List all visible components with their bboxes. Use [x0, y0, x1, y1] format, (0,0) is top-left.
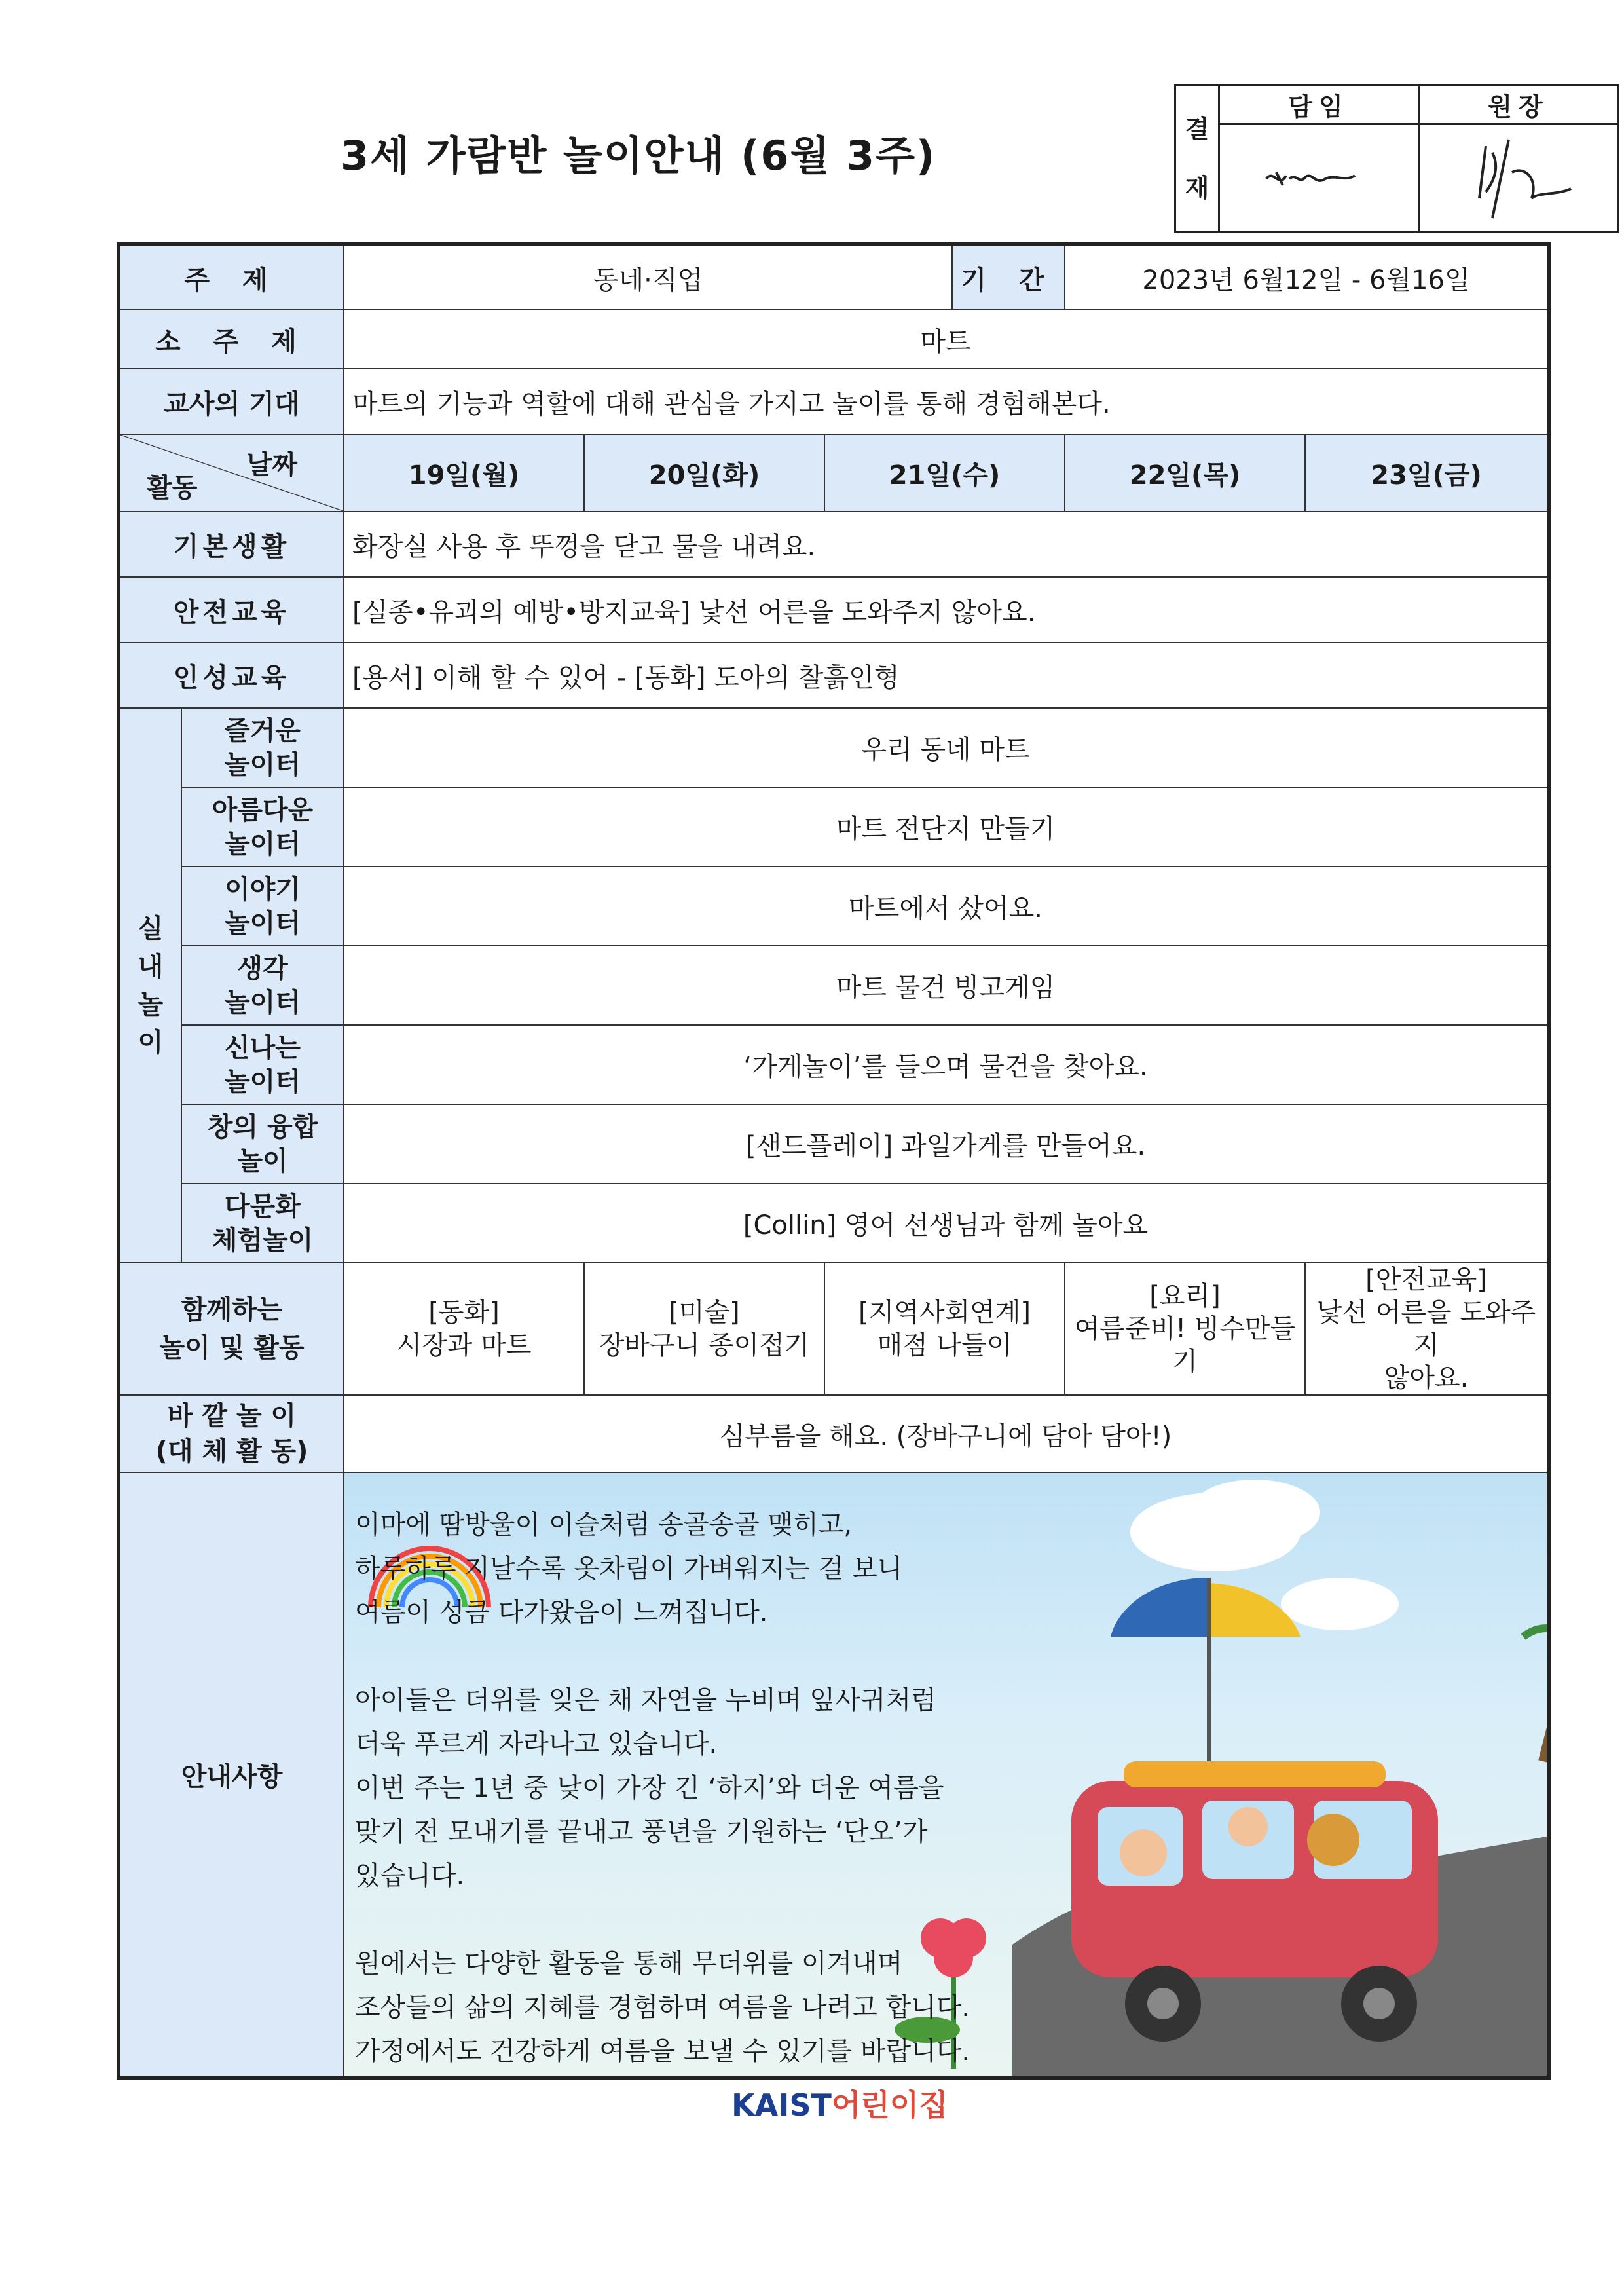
day-monday: 19일(월): [344, 434, 584, 512]
safety-row: [119, 577, 1549, 643]
subtheme-label: 소 주 제: [119, 310, 344, 369]
outdoor-value: 심부름을 해요. (장바구니에 담아 담아!): [344, 1395, 1549, 1472]
row-label-line2: 놀이: [237, 1146, 288, 1176]
notice-line: 하루하루 지날수록 옷차림이 가벼워지는 걸 보니: [355, 1554, 903, 1584]
indoor-row-5: [119, 1025, 1549, 1104]
together-label-line1: 함께하는: [181, 1295, 283, 1325]
notice-row: [119, 1472, 1549, 2078]
notice-line: 있습니다.: [355, 1861, 465, 1891]
notice-line: [355, 1898, 970, 1942]
indoor-row-2: [119, 787, 1549, 867]
indoor-char-1: 실: [138, 913, 164, 944]
notice-line: 이마에 땀방울이 이슬처럼 송골송골 맺히고,: [355, 1510, 853, 1540]
together-label: [119, 1263, 344, 1395]
indoor-row-value: 마트 전단지 만들기: [344, 787, 1549, 867]
notice-line: 조상들의 삶의 지혜를 경험하며 여름을 나려고 합니다.: [355, 1992, 970, 2023]
indoor-row-value: ‘가게놀이’를 들으며 물건을 찾아요.: [344, 1025, 1549, 1104]
safety-label: 안전교육: [119, 577, 344, 643]
indoor-row-label: [181, 708, 344, 787]
character-value: [용서] 이해 할 수 있어 - [동화] 도아의 찰흙인형: [344, 643, 1549, 708]
notice-content: [344, 1472, 1549, 2078]
together-item-wednesday: [824, 1263, 1065, 1395]
item-title: 장바구니 종이접기: [599, 1330, 810, 1360]
indoor-row-value: 우리 동네 마트: [344, 708, 1549, 787]
theme-label: 주 제: [119, 244, 344, 310]
item-category: [지역사회연계]: [858, 1297, 1031, 1328]
director-signature: [1419, 124, 1619, 233]
director-signature-mark: [1447, 126, 1591, 225]
basic-life-label: 기본생활: [119, 512, 344, 577]
notice-line: 맞기 전 모내기를 끝내고 풍년을 기원하는 ‘단오’가: [355, 1817, 928, 1847]
indoor-row-label: [181, 1184, 344, 1263]
basic-life-value: 화장실 사용 후 뚜껑을 닫고 물을 내려요.: [344, 512, 1549, 577]
together-item-monday: [344, 1263, 584, 1395]
day-tuesday: 20일(화): [584, 434, 824, 512]
indoor-row-3: [119, 867, 1549, 946]
indoor-row-label: [181, 867, 344, 946]
date-header-label: 날짜: [246, 450, 297, 480]
indoor-row-1: [119, 708, 1549, 787]
row-label-line1: 생각: [237, 953, 288, 984]
page-title: 3세 가람반 놀이안내 (6월 3주): [341, 132, 936, 179]
expectation-value: 마트의 기능과 역할에 대해 관심을 가지고 놀이를 통해 경험해본다.: [344, 369, 1549, 434]
outdoor-row: [119, 1395, 1549, 1472]
item-category: [안전교육]: [1365, 1265, 1487, 1295]
indoor-row-label: [181, 1025, 344, 1104]
row-label-line2: 놀이터: [225, 829, 301, 859]
notice-line: 여름이 성큼 다가왔음이 느껴집니다.: [355, 1597, 768, 1628]
indoor-char-4: 이: [138, 1027, 164, 1058]
safety-value: [실종•유괴의 예방•방지교육] 낯선 어른을 도와주지 않아요.: [344, 577, 1549, 643]
row-label-line2: 놀이터: [225, 987, 301, 1018]
homeroom-signature: [1219, 124, 1419, 233]
character-row: [119, 643, 1549, 708]
day-thursday: 22일(목): [1065, 434, 1305, 512]
item-title: 여름준비! 빙수만들기: [1074, 1314, 1296, 1377]
indoor-row-value: [샌드플레이] 과일가게를 만들어요.: [344, 1104, 1549, 1184]
indoor-row-label: [181, 946, 344, 1025]
row-label-line1: 다문화: [225, 1191, 301, 1222]
day-wednesday: 21일(수): [824, 434, 1065, 512]
notice-line: 원에서는 다양한 활동을 통해 무더위를 이겨내며: [355, 1949, 903, 1979]
indoor-row-value: 마트에서 샀어요.: [344, 867, 1549, 946]
subtheme-row: [119, 310, 1549, 369]
homeroom-signature-mark: [1253, 149, 1384, 202]
item-title: 매점 나들이: [877, 1330, 1012, 1360]
notice-label: 안내사항: [119, 1472, 344, 2078]
logo-sub: 어린이집: [831, 2087, 948, 2123]
item-title-cont: 않아요.: [1384, 1363, 1469, 1393]
row-label-line1: 아름다운: [212, 794, 314, 825]
item-category: [요리]: [1149, 1281, 1221, 1311]
subtheme-value: 마트: [344, 310, 1549, 369]
together-row: [119, 1263, 1549, 1395]
item-title: 낯선 어른을 도와주지: [1316, 1297, 1536, 1360]
row-label-line1: 창의 융합: [207, 1111, 318, 1142]
approval-label-bottom: 재: [1185, 174, 1209, 202]
row-label-line1: 신나는: [225, 1032, 301, 1063]
approval-director-header: 원장: [1419, 85, 1619, 124]
together-label-line2: 놀이 및 활동: [159, 1333, 304, 1363]
approval-label-top: 결: [1185, 115, 1209, 143]
notice-line: 이번 주는 1년 중 낮이 가장 긴 ‘하지’와 더운 여름을: [355, 1773, 944, 1803]
approval-homeroom-header: 담임: [1219, 85, 1419, 124]
theme-row: [119, 244, 1549, 310]
summer-car-illustration: [1012, 1486, 1549, 2076]
together-item-friday: [1305, 1263, 1549, 1395]
period-value: 2023년 6월12일 - 6월16일: [1065, 244, 1549, 310]
row-label-line2: 놀이터: [225, 749, 301, 780]
indoor-row-4: [119, 946, 1549, 1025]
approval-box: [1174, 84, 1619, 233]
together-item-thursday: [1065, 1263, 1305, 1395]
row-label-line2: 체험놀이: [212, 1225, 314, 1256]
item-title: 시장과 마트: [396, 1330, 532, 1360]
date-activity-header: [119, 434, 344, 512]
expectation-label: 교사의 기대: [119, 369, 344, 434]
indoor-row-7: [119, 1184, 1549, 1263]
indoor-char-2: 내: [138, 951, 164, 982]
approval-label: [1175, 85, 1219, 233]
indoor-row-value: [Collin] 영어 선생님과 함께 놀아요: [344, 1184, 1549, 1263]
indoor-row-value: 마트 물건 빙고게임: [344, 946, 1549, 1025]
basic-life-row: [119, 512, 1549, 577]
day-friday: 23일(금): [1305, 434, 1549, 512]
period-label: 기 간: [952, 244, 1065, 310]
row-label-line2: 놀이터: [225, 908, 301, 939]
indoor-play-label: [119, 708, 181, 1263]
character-label: 인성교육: [119, 643, 344, 708]
notice-line: 아이들은 더위를 잊은 채 자연을 누비며 잎사귀처럼: [355, 1685, 936, 1715]
row-label-line1: 즐거운: [225, 715, 301, 746]
together-item-tuesday: [584, 1263, 824, 1395]
indoor-row-6: [119, 1104, 1549, 1184]
outdoor-label: [119, 1395, 344, 1472]
theme-value: 동네·직업: [344, 244, 952, 310]
notice-text: [355, 1503, 970, 2074]
row-label-line2: 놀이터: [225, 1066, 301, 1097]
item-category: [미술]: [669, 1297, 740, 1328]
outdoor-label-line1: 바 깥 놀 이: [167, 1401, 297, 1431]
activity-header-label: 활동: [147, 473, 198, 503]
expectation-row: [119, 369, 1549, 434]
day-header-row: [119, 434, 1549, 512]
row-label-line1: 이야기: [225, 874, 301, 905]
indoor-row-label: [181, 787, 344, 867]
indoor-char-3: 놀: [138, 989, 164, 1020]
logo-main: KAIST: [731, 2087, 832, 2123]
kaist-logo: [731, 2081, 948, 2125]
notice-line: [355, 1635, 970, 1679]
indoor-row-label: [181, 1104, 344, 1184]
item-category: [동화]: [428, 1297, 500, 1328]
play-plan-table: [117, 242, 1551, 2080]
notice-line: 가정에서도 건강하게 여름을 보낼 수 있기를 바랍니다.: [355, 2036, 970, 2066]
outdoor-label-line2: (대 체 활 동): [155, 1436, 308, 1466]
notice-line: 더욱 푸르게 자라나고 있습니다.: [355, 1729, 718, 1759]
